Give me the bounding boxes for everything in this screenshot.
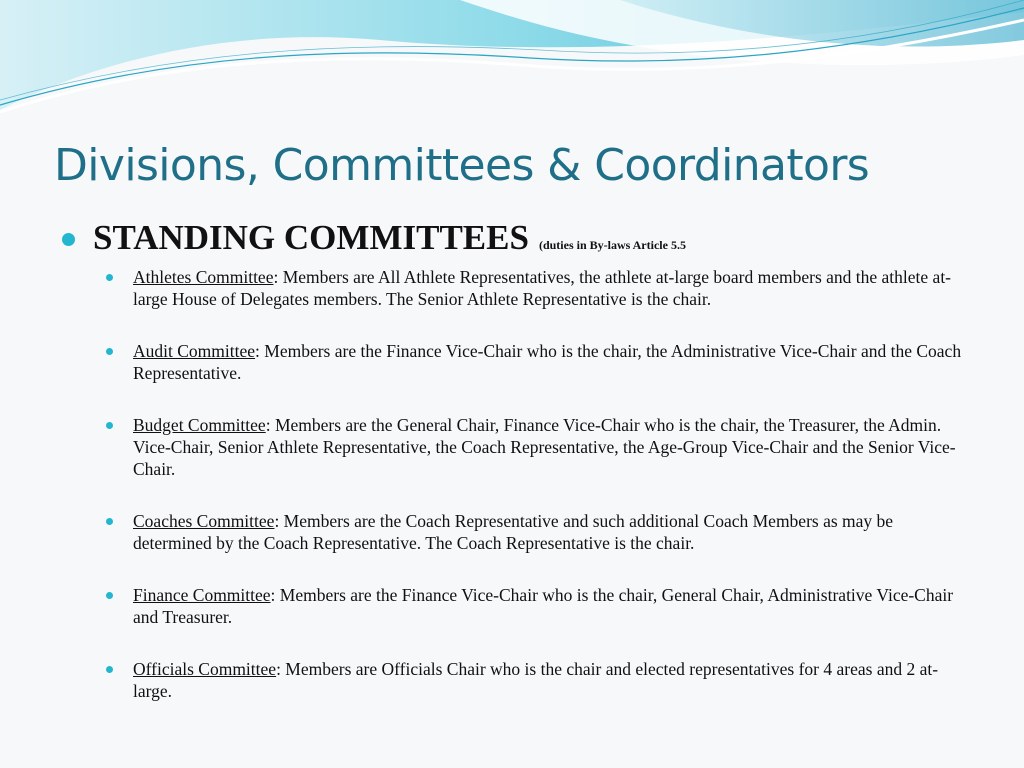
section-heading-row [62, 218, 686, 258]
committee-name: Audit Committee [133, 341, 256, 361]
bullet-icon [106, 422, 113, 429]
committee-description: : Members are All Athlete Representatives, the athlete at-large board members and the athlete at-large House of Delegates members. The Senior Athlete Representative is the chair. [133, 267, 952, 309]
committee-description: : Members are the Finance Vice-Chair who is the chair, General Chair, Administrative Vice-Chair and Treasurer. [133, 585, 954, 627]
committee-description: : Members are the Finance Vice-Chair who is the chair, the Administrative Vice-Chair and the Coach Representative. [133, 341, 962, 383]
committee-name: Budget Committee [133, 415, 266, 435]
bullet-icon [106, 518, 113, 525]
committee-name: Finance Committee [133, 585, 271, 605]
bullet-icon [106, 274, 113, 281]
section-note: (duties in By-laws Article 5.5 [538, 238, 686, 252]
committee-description: : Members are the Coach Representative and such additional Coach Members as may be determined by the Coach Representative. The Coach Representative is the chair. [133, 511, 894, 553]
section-heading: STANDING COMMITTEES [93, 218, 529, 257]
header-wave-decoration [0, 0, 1024, 120]
committee-description: : Members are the General Chair, Finance Vice-Chair who is the chair, the Treasurer, the Admin. Vice-Chair, Senior Athlete Representative, the Coach Representative, the Age-Group Vice-Chair and the Senior Vice-Chair. [133, 415, 956, 479]
committee-description: : Members are Officials Chair who is the chair and elected representatives for 4 areas and 2 at-large. [133, 659, 939, 701]
committee-name: Officials Committee [133, 659, 277, 679]
committee-name: Athletes Committee [133, 267, 274, 287]
bullet-icon [106, 348, 113, 355]
bullet-icon [62, 233, 75, 246]
bullet-icon [106, 666, 113, 673]
page-title: Divisions, Committees & Coordinators [54, 140, 870, 191]
committee-name: Coaches Committee [133, 511, 275, 531]
bullet-icon [106, 592, 113, 599]
